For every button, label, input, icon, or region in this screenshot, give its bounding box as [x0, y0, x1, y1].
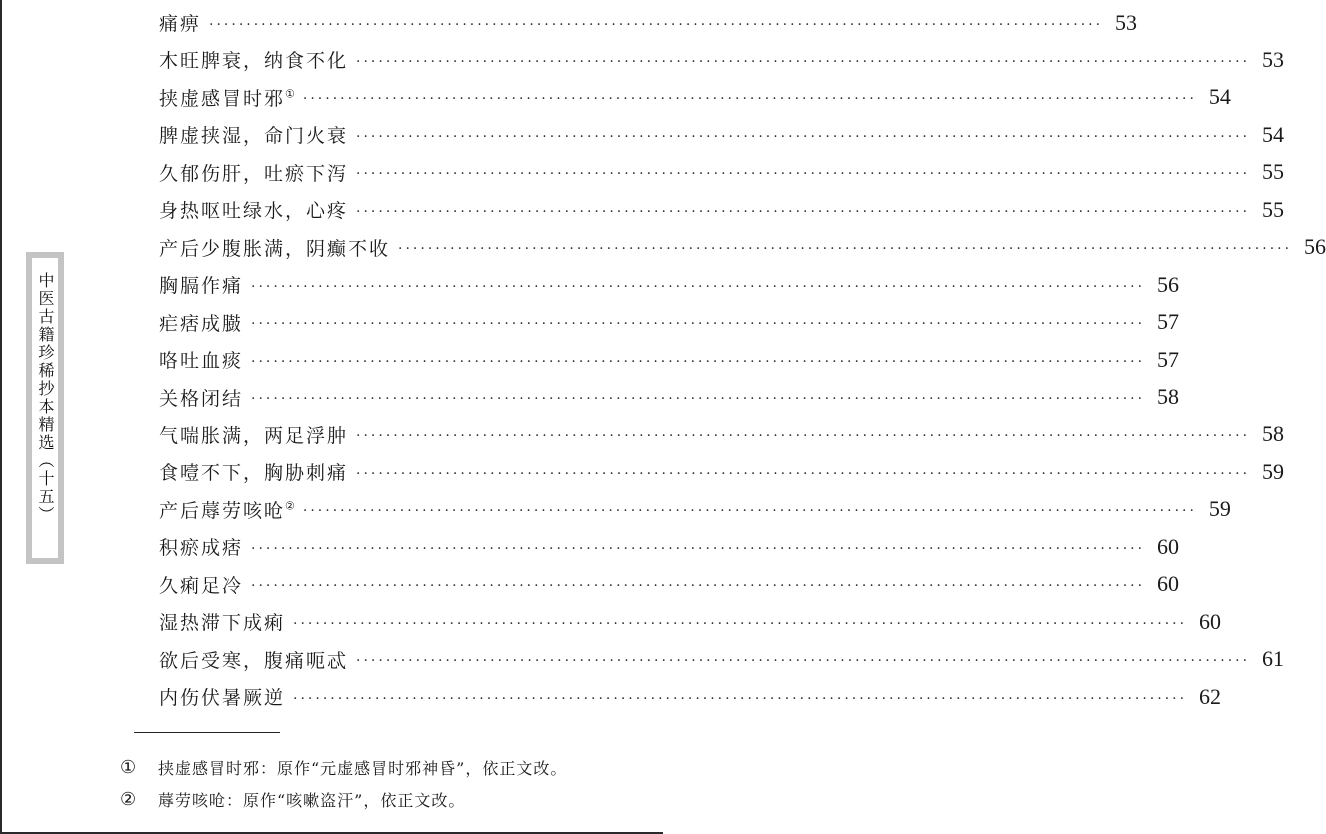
- toc-entry-page-number: 55: [1262, 159, 1285, 185]
- toc-entry-title-text: 内伤伏暑厥逆: [159, 687, 286, 710]
- toc-entry-title-text: 食噎不下，胸胁刺痛: [159, 462, 349, 485]
- toc-entry-title: [159, 533, 243, 560]
- toc-entry-title-text: 湿热滞下成痢: [159, 612, 286, 635]
- toc-entry-leader: ························································································································: [398, 241, 1293, 258]
- toc-entry-title: [159, 234, 390, 261]
- toc-entry: [159, 154, 1285, 191]
- toc-entry-title: [159, 121, 348, 148]
- footnote-1: [120, 756, 640, 779]
- footnote-divider: [134, 732, 280, 733]
- toc-entry-leader: ························································································································: [302, 91, 1197, 108]
- toc-entry-leader: ························································································································: [251, 540, 1146, 557]
- toc-entry-leader: ························································································································: [293, 615, 1188, 632]
- toc-entry-title-text: 胸膈作痛: [159, 275, 244, 298]
- toc-entry-title-text: 痛痹: [159, 13, 202, 35]
- toc-entry-leader: ························································································································: [356, 53, 1251, 70]
- toc-entry-page-number: 58: [1157, 384, 1180, 409]
- toc-entry-title: [159, 196, 348, 223]
- toc-entry-title-text: 关格闭结: [159, 387, 244, 410]
- toc-entry-title-text: 气喘胀满，两足浮肿: [159, 424, 349, 447]
- toc-entry: [159, 266, 1180, 303]
- toc-entry-leader: ························································································································: [356, 166, 1251, 183]
- toc-entry-title: [159, 271, 243, 298]
- side-book-title-box: [26, 252, 64, 564]
- toc-entry: [159, 79, 1231, 116]
- page-left-border: [0, 0, 2, 834]
- toc-entry-title: [159, 608, 285, 635]
- toc-entry: [159, 453, 1285, 490]
- toc-entry-title: [159, 346, 243, 373]
- toc-entry-leader: ························································································································: [251, 391, 1146, 407]
- toc-entry-title: [159, 571, 243, 598]
- toc-entry-leader: ························································································································: [302, 503, 1197, 520]
- toc-entry-leader: ························································································································: [356, 465, 1251, 482]
- toc-entry: [159, 341, 1180, 378]
- toc-entry-page-number: 53: [1115, 9, 1138, 35]
- toc-entry-title: [159, 9, 201, 36]
- toc-entry-title-text: 欲后受寒，腹痛呃忒: [159, 649, 349, 672]
- toc-entry-page-number: 62: [1199, 683, 1222, 709]
- toc-entry-title: [159, 384, 243, 411]
- toc-entry-title-text: 疟痞成臌: [159, 312, 244, 335]
- toc-entry-title-text: 积瘀成痞: [159, 537, 244, 560]
- toc-entry-title-text: 久痢足冷: [159, 574, 244, 597]
- toc-entry: [159, 229, 1326, 266]
- toc-entry-footnote-ref: ①: [285, 87, 295, 101]
- footnote-1-text: 挟虚感冒时邪：原作“元虚感冒时邪神昏”，依正文改。: [158, 759, 568, 778]
- toc-entry-leader: ························································································································: [209, 16, 1104, 33]
- footnote-2-marker: ②: [120, 789, 138, 810]
- toc-entry: [159, 603, 1222, 640]
- toc-entry: [159, 116, 1285, 153]
- toc-entry-leader: ························································································································: [251, 353, 1146, 370]
- toc-entry-page-number: 61: [1262, 646, 1285, 672]
- toc-entry-page-number: 59: [1262, 458, 1285, 484]
- toc-entry-title: [159, 421, 348, 448]
- toc-entry-leader: ························································································································: [251, 578, 1146, 595]
- toc-entry: [159, 641, 1285, 678]
- toc-entry-page-number: 55: [1262, 196, 1285, 222]
- toc-entry-title: [159, 159, 348, 186]
- toc-entry-title: [159, 458, 348, 485]
- toc-entry-leader: ························································································································: [251, 316, 1146, 333]
- toc-entry: [159, 4, 1138, 41]
- toc-entry-page-number: 60: [1157, 571, 1180, 597]
- toc-entry: [159, 379, 1180, 416]
- toc-entry-page-number: 58: [1262, 421, 1285, 447]
- toc-entry: [159, 304, 1180, 341]
- toc-entry-page-number: 57: [1157, 309, 1180, 335]
- toc-entry-title-text: 咯吐血痰: [159, 350, 244, 373]
- toc-entry-page-number: 60: [1157, 533, 1180, 559]
- footnote-2-text: 蓐劳咳呛：原作“咳嗽盗汗”，依正文改。: [158, 791, 466, 810]
- toc-entry-title: [159, 46, 348, 73]
- toc-entry-title-text: 产后蓐劳咳呛: [159, 499, 286, 522]
- footnote-2: [120, 788, 640, 811]
- side-book-title-inner: [32, 258, 58, 558]
- toc-entry-leader: ························································································································: [356, 428, 1251, 445]
- toc-entry-leader: ························································································································: [293, 690, 1188, 707]
- toc-entry-page-number: 59: [1208, 496, 1231, 522]
- toc-entry-title-text: 木旺脾衰，纳食不化: [159, 50, 349, 73]
- footnote-1-marker: ①: [120, 757, 138, 778]
- toc-entry-page-number: 56: [1304, 234, 1326, 260]
- toc-entry-title-text: 身热呕吐绿水，心疼: [159, 200, 349, 223]
- toc-entry-leader: ························································································································: [356, 653, 1251, 670]
- toc-entry-page-number: 53: [1262, 46, 1285, 72]
- toc-entry: [159, 566, 1180, 603]
- toc-entry-title: [159, 84, 295, 111]
- toc-entry: [159, 191, 1285, 228]
- side-book-title: 中医古籍珍稀抄本精选（十五）: [36, 272, 55, 524]
- toc-entry-title-text: 脾虚挟湿，命门火衰: [159, 125, 349, 148]
- toc-entry-page-number: 57: [1157, 346, 1180, 372]
- toc-entry-title: [159, 646, 348, 673]
- toc-entry-title-text: 产后少腹胀满，阴癫不收: [159, 237, 391, 260]
- toc-entry-leader: ························································································································: [356, 203, 1251, 220]
- toc-entry-title: [159, 683, 285, 710]
- toc-entry-leader: ························································································································: [356, 128, 1251, 145]
- toc-entry-title: [159, 309, 243, 336]
- toc-entry-title-text: 久郁伤肝，吐瘀下泻: [159, 162, 349, 185]
- toc-entry-title: [159, 496, 295, 523]
- toc-entry: [159, 491, 1231, 528]
- toc-entry-page-number: 54: [1262, 121, 1285, 147]
- toc-entry: [159, 41, 1285, 78]
- toc-entry: [159, 416, 1285, 453]
- toc-entry-title-text: 挟虚感冒时邪: [159, 87, 286, 110]
- toc-entry-page-number: 54: [1208, 84, 1231, 110]
- toc-entry: [159, 528, 1180, 565]
- toc-entry-footnote-ref: ②: [285, 499, 295, 513]
- toc-entry: [159, 678, 1222, 715]
- toc-entry-page-number: 60: [1199, 608, 1222, 634]
- toc-entry-page-number: 56: [1157, 271, 1180, 297]
- toc-entry-leader: ························································································································: [251, 278, 1146, 295]
